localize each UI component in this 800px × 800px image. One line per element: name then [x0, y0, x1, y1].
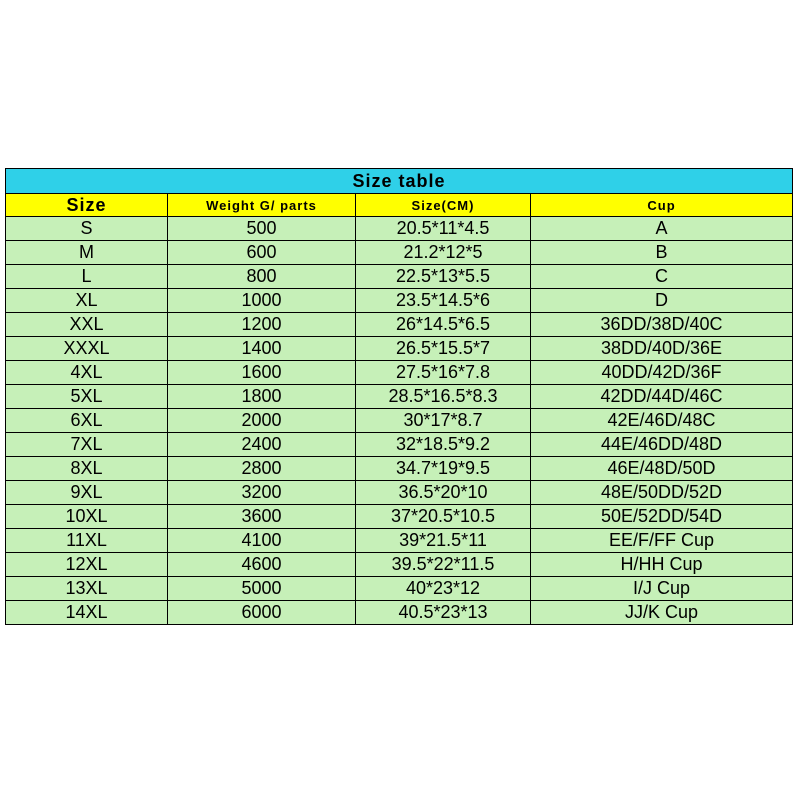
weight-cell: 500 — [168, 217, 356, 241]
cup-cell: C — [531, 265, 793, 289]
dimensions-cell: 39*21.5*11 — [356, 529, 531, 553]
size-cell: 13XL — [6, 577, 168, 601]
size-cell: 9XL — [6, 481, 168, 505]
weight-cell: 2400 — [168, 433, 356, 457]
size-cell: 5XL — [6, 385, 168, 409]
table-row — [6, 217, 793, 241]
size-cell: 14XL — [6, 601, 168, 625]
cup-cell: D — [531, 289, 793, 313]
table-row — [6, 433, 793, 457]
cup-cell: A — [531, 217, 793, 241]
size-cell: 6XL — [6, 409, 168, 433]
weight-cell: 2000 — [168, 409, 356, 433]
header-size: Size — [6, 194, 168, 217]
weight-cell: 600 — [168, 241, 356, 265]
dimensions-cell: 40*23*12 — [356, 577, 531, 601]
table-row — [6, 553, 793, 577]
table-row — [6, 241, 793, 265]
weight-cell: 1600 — [168, 361, 356, 385]
dimensions-cell: 40.5*23*13 — [356, 601, 531, 625]
table-title-row — [6, 169, 793, 194]
size-table-container — [5, 168, 792, 625]
size-cell: 12XL — [6, 553, 168, 577]
size-cell: 11XL — [6, 529, 168, 553]
cup-cell: H/HH Cup — [531, 553, 793, 577]
dimensions-cell: 36.5*20*10 — [356, 481, 531, 505]
weight-cell: 2800 — [168, 457, 356, 481]
table-row — [6, 457, 793, 481]
table-row — [6, 289, 793, 313]
dimensions-cell: 22.5*13*5.5 — [356, 265, 531, 289]
dimensions-cell: 39.5*22*11.5 — [356, 553, 531, 577]
dimensions-cell: 37*20.5*10.5 — [356, 505, 531, 529]
weight-cell: 3200 — [168, 481, 356, 505]
dimensions-cell: 23.5*14.5*6 — [356, 289, 531, 313]
cup-cell: EE/F/FF Cup — [531, 529, 793, 553]
size-cell: 8XL — [6, 457, 168, 481]
weight-cell: 1400 — [168, 337, 356, 361]
table-row — [6, 481, 793, 505]
size-cell: 10XL — [6, 505, 168, 529]
table-row — [6, 601, 793, 625]
table-row — [6, 409, 793, 433]
cup-cell: JJ/K Cup — [531, 601, 793, 625]
cup-cell: 48E/50DD/52D — [531, 481, 793, 505]
size-cell: XXXL — [6, 337, 168, 361]
cup-cell: 44E/46DD/48D — [531, 433, 793, 457]
size-cell: L — [6, 265, 168, 289]
dimensions-cell: 21.2*12*5 — [356, 241, 531, 265]
size-cell: 7XL — [6, 433, 168, 457]
table-row — [6, 505, 793, 529]
dimensions-cell: 26.5*15.5*7 — [356, 337, 531, 361]
size-cell: 4XL — [6, 361, 168, 385]
header-size-cm: Size(CM) — [356, 194, 531, 217]
dimensions-cell: 27.5*16*7.8 — [356, 361, 531, 385]
cup-cell: 42E/46D/48C — [531, 409, 793, 433]
size-cell: XXL — [6, 313, 168, 337]
header-cup: Cup — [531, 194, 793, 217]
cup-cell: I/J Cup — [531, 577, 793, 601]
table-row — [6, 337, 793, 361]
table-row — [6, 385, 793, 409]
size-cell: M — [6, 241, 168, 265]
size-cell: S — [6, 217, 168, 241]
dimensions-cell: 30*17*8.7 — [356, 409, 531, 433]
weight-cell: 5000 — [168, 577, 356, 601]
table-row — [6, 577, 793, 601]
weight-cell: 4100 — [168, 529, 356, 553]
weight-cell: 1200 — [168, 313, 356, 337]
weight-cell: 1000 — [168, 289, 356, 313]
cup-cell: 50E/52DD/54D — [531, 505, 793, 529]
weight-cell: 3600 — [168, 505, 356, 529]
dimensions-cell: 26*14.5*6.5 — [356, 313, 531, 337]
dimensions-cell: 28.5*16.5*8.3 — [356, 385, 531, 409]
weight-cell: 6000 — [168, 601, 356, 625]
table-header-row — [6, 194, 793, 217]
table-title: Size table — [6, 169, 793, 194]
table-row — [6, 361, 793, 385]
dimensions-cell: 32*18.5*9.2 — [356, 433, 531, 457]
cup-cell: 42DD/44D/46C — [531, 385, 793, 409]
cup-cell: 36DD/38D/40C — [531, 313, 793, 337]
table-row — [6, 529, 793, 553]
table-row — [6, 265, 793, 289]
weight-cell: 1800 — [168, 385, 356, 409]
dimensions-cell: 34.7*19*9.5 — [356, 457, 531, 481]
table-row — [6, 313, 793, 337]
header-weight: Weight G/ parts — [168, 194, 356, 217]
weight-cell: 4600 — [168, 553, 356, 577]
cup-cell: B — [531, 241, 793, 265]
cup-cell: 38DD/40D/36E — [531, 337, 793, 361]
size-cell: XL — [6, 289, 168, 313]
table-body — [6, 217, 793, 625]
size-table — [5, 168, 793, 625]
dimensions-cell: 20.5*11*4.5 — [356, 217, 531, 241]
cup-cell: 40DD/42D/36F — [531, 361, 793, 385]
cup-cell: 46E/48D/50D — [531, 457, 793, 481]
weight-cell: 800 — [168, 265, 356, 289]
